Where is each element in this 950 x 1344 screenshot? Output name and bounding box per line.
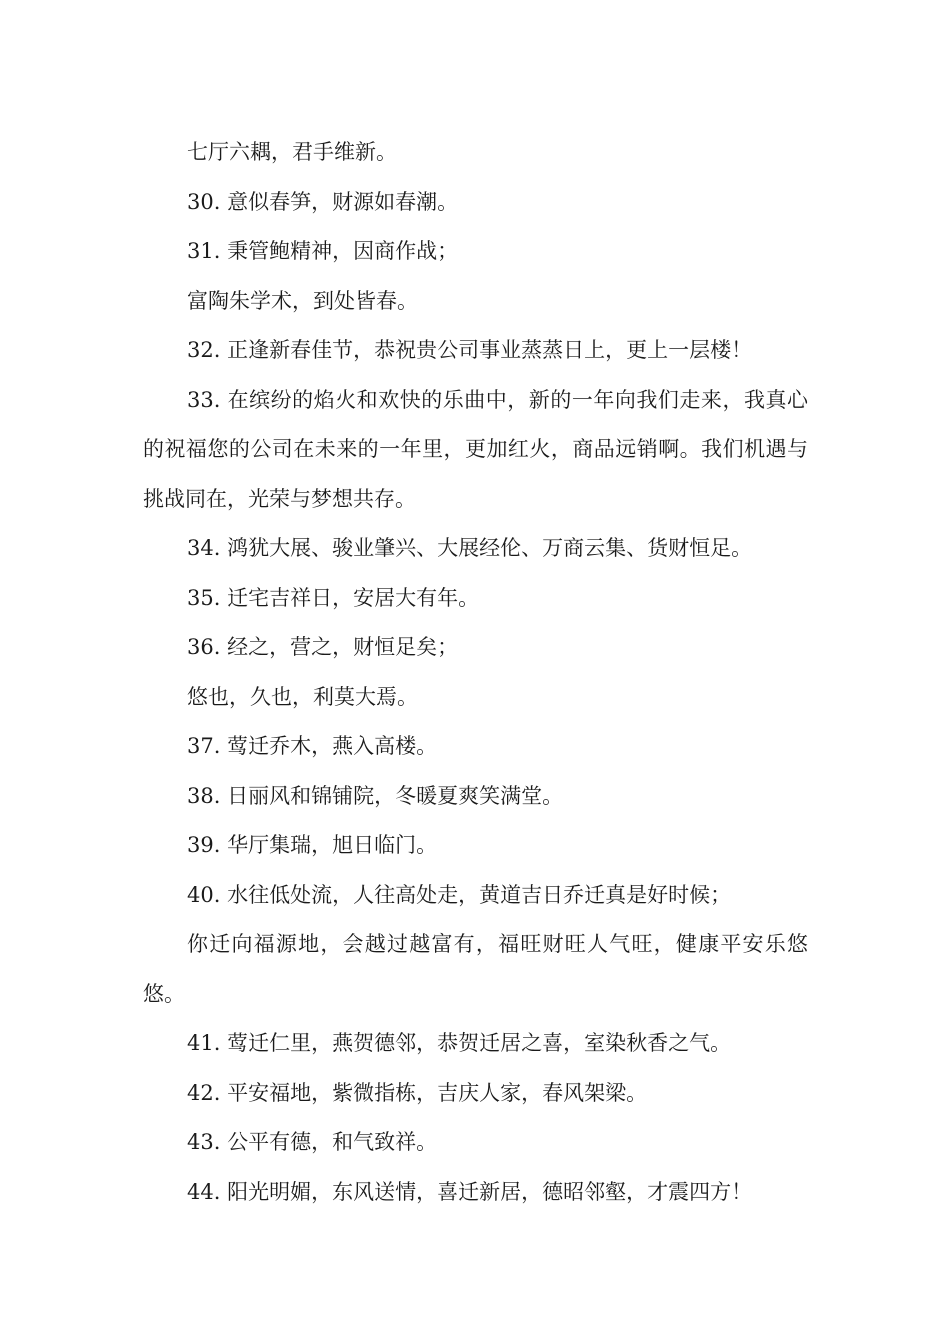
paragraph: 40. 水往低处流，人往高处走，黄道吉日乔迁真是好时候； bbox=[187, 882, 732, 907]
paragraph: 37. 莺迁乔木，燕入高楼。 bbox=[187, 734, 438, 758]
paragraph: 36. 经之，营之，财恒足矣； bbox=[187, 635, 459, 659]
paragraph: 富陶朱学术，到处皆春。 bbox=[187, 288, 418, 313]
paragraph: 35. 迁宅吉祥日，安居大有年。 bbox=[187, 585, 480, 610]
paragraph: 33. 在缤纷的焰火和欢快的乐曲中，新的一年向我们走来，我真心的祝福您的公司在未来的一年里，更加红火，商品远销啊。我们机遇与挑战同在，光荣与梦想共存。 bbox=[143, 387, 808, 511]
paragraph: 38. 日丽风和锦铺院，冬暖夏爽笑满堂。 bbox=[187, 783, 564, 808]
paragraph: 34. 鸿犹大展、骏业肇兴、大展经伦、万商云集、货财恒足。 bbox=[187, 536, 753, 560]
paragraph: 七厅六耦，君手维新。 bbox=[187, 140, 397, 164]
paragraph: 39. 华厅集瑞，旭日临门。 bbox=[187, 833, 438, 857]
paragraph: 41. 莺迁仁里，燕贺德邻，恭贺迁居之喜，室染秋香之气。 bbox=[187, 1031, 732, 1055]
paragraph: 32. 正逢新春佳节，恭祝贵公司事业蒸蒸日上，更上一层楼！ bbox=[187, 338, 753, 362]
document-body bbox=[143, 128, 808, 1217]
paragraph: 44. 阳光明媚，东风送情，喜迁新居，德昭邻壑，才震四方！ bbox=[187, 1179, 753, 1204]
paragraph: 悠也，久也，利莫大焉。 bbox=[187, 684, 418, 709]
paragraph: 31. 秉管鲍精神，因商作战； bbox=[187, 239, 459, 263]
paragraph: 43. 公平有德，和气致祥。 bbox=[187, 1130, 438, 1154]
paragraph: 30. 意似春笋，财源如春潮。 bbox=[187, 189, 459, 214]
paragraph: 42. 平安福地，紫微指栋，吉庆人家，春风架梁。 bbox=[187, 1080, 648, 1105]
paragraph: 你迁向福源地，会越过越富有，福旺财旺人气旺，健康平安乐悠悠。 bbox=[143, 932, 808, 1006]
